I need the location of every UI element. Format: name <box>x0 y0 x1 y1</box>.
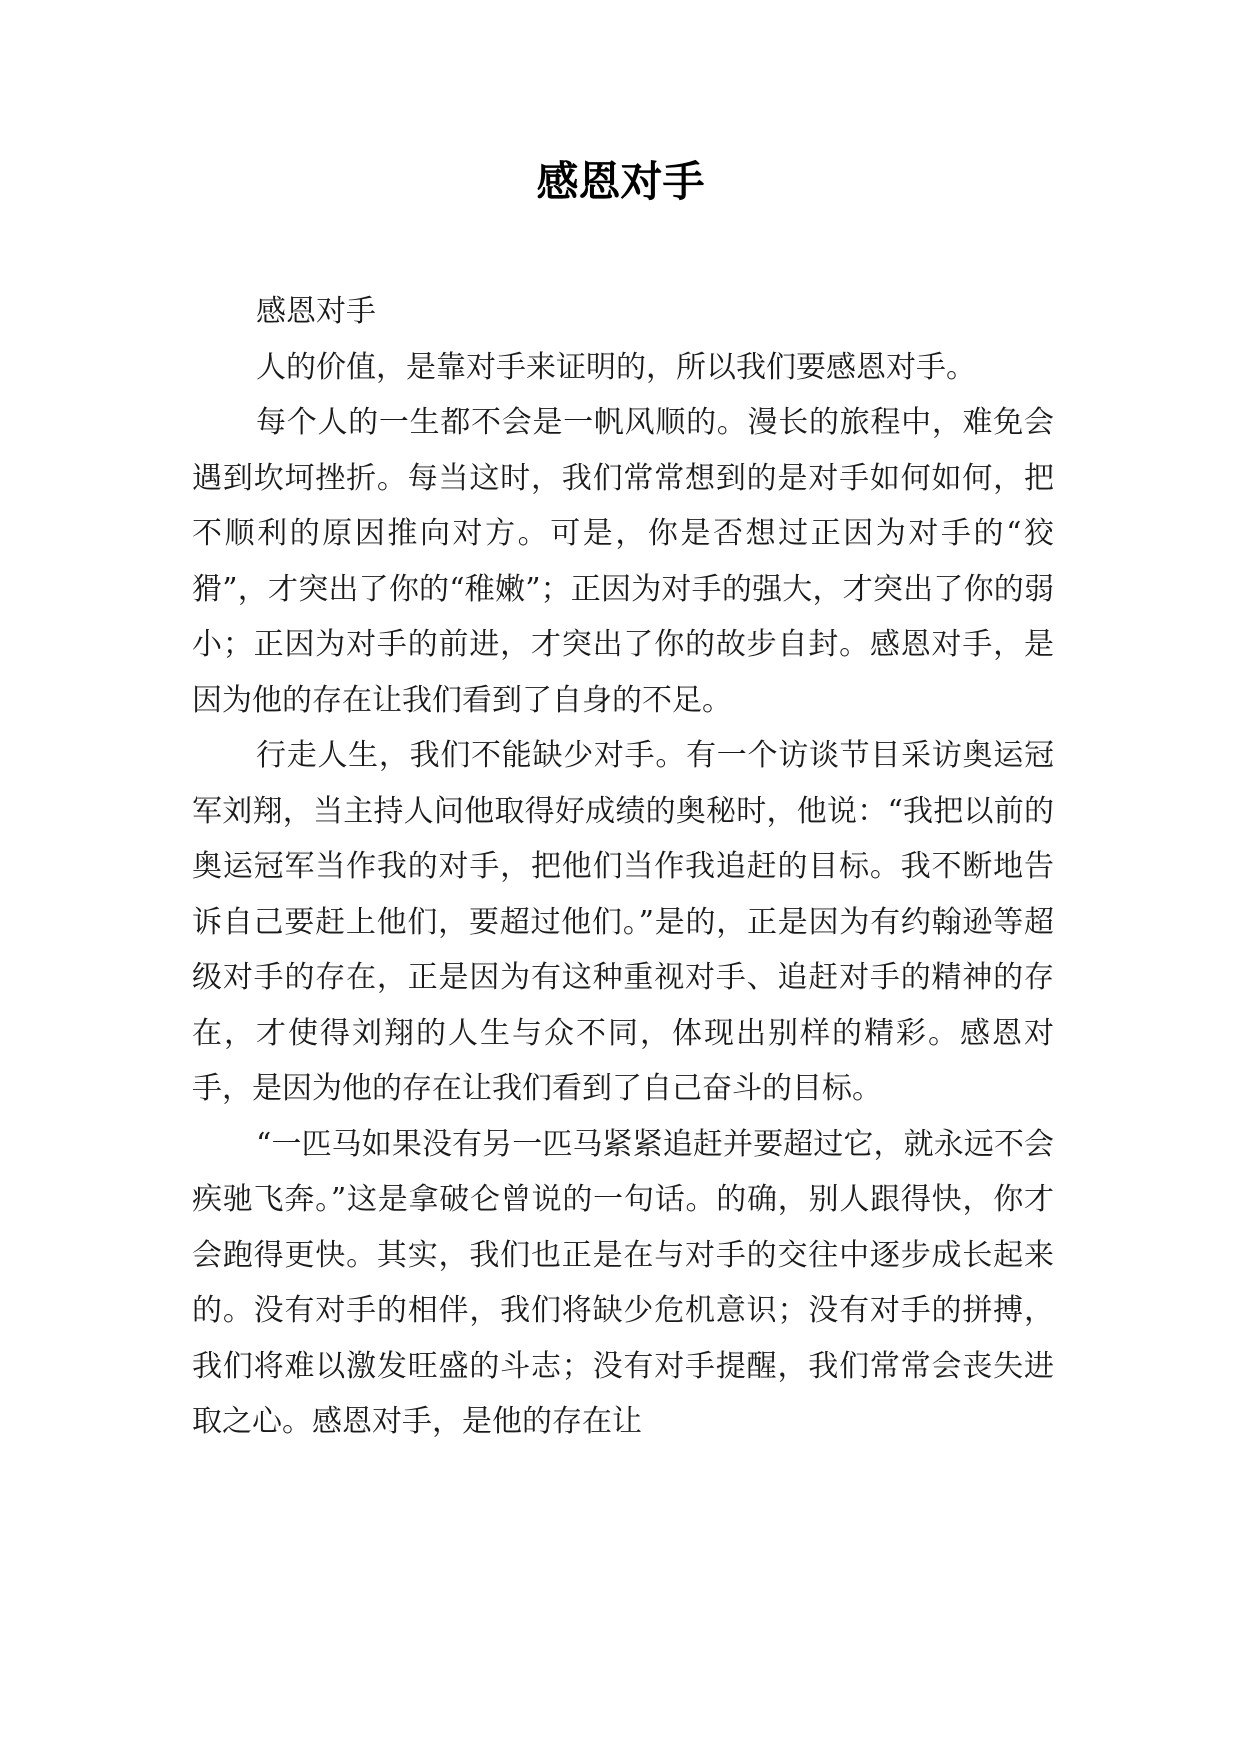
paragraph-3: 行走人生，我们不能缺少对手。有一个访谈节目采访奥运冠军刘翔，当主持人问他取得好成绩的奥秘时，他说：“我把以前的奥运冠军当作我的对手，把他们当作我追赶的目标。我不断地告诉自己要赶上他们，要超过他们。”是的，正是因为有约翰逊等超级对手的存在，正是因为有这种重视对手、追赶对手的精神的存在，才使得刘翔的人生与众不同，体现出别样的精彩。感恩对手，是因为他的存在让我们看到了自己奋斗的目标。 <box>192 738 1054 1106</box>
paragraph-4: “一匹马如果没有另一匹马紧紧追赶并要超过它，就永远不会疾驰飞奔。”这是拿破仑曾说的一句话。的确，别人跟得快，你才会跑得更快。其实，我们也正是在与对手的交往中逐步成长起来的。没有对手的相伴，我们将缺少危机意识；没有对手的拼搏，我们将难以激发旺盛的斗志；没有对手提醒，我们常常会丧失进取之心。感恩对手，是他的存在让 <box>192 1126 1054 1439</box>
document-title: 感恩对手 <box>536 157 705 206</box>
paragraph-1: 人的价值，是靠对手来证明的，所以我们要感恩对手。 <box>256 349 976 385</box>
paragraph-2: 每个人的一生都不会是一帆风顺的。漫长的旅程中，难免会遇到坎坷挫折。每当这时，我们常常想到的是对手如何如何，把不顺利的原因推向对方。可是，你是否想过正因为对手的“狡猾”，才突出了你的“稚嫩”；正因为对手的强大，才突出了你的弱小；正因为对手的前进，才突出了你的故步自封。感恩对手，是因为他的存在让我们看到了自身的不足。 <box>192 405 1054 718</box>
document-body <box>192 284 1054 1450</box>
paragraph-subtitle: 感恩对手 <box>256 294 376 329</box>
